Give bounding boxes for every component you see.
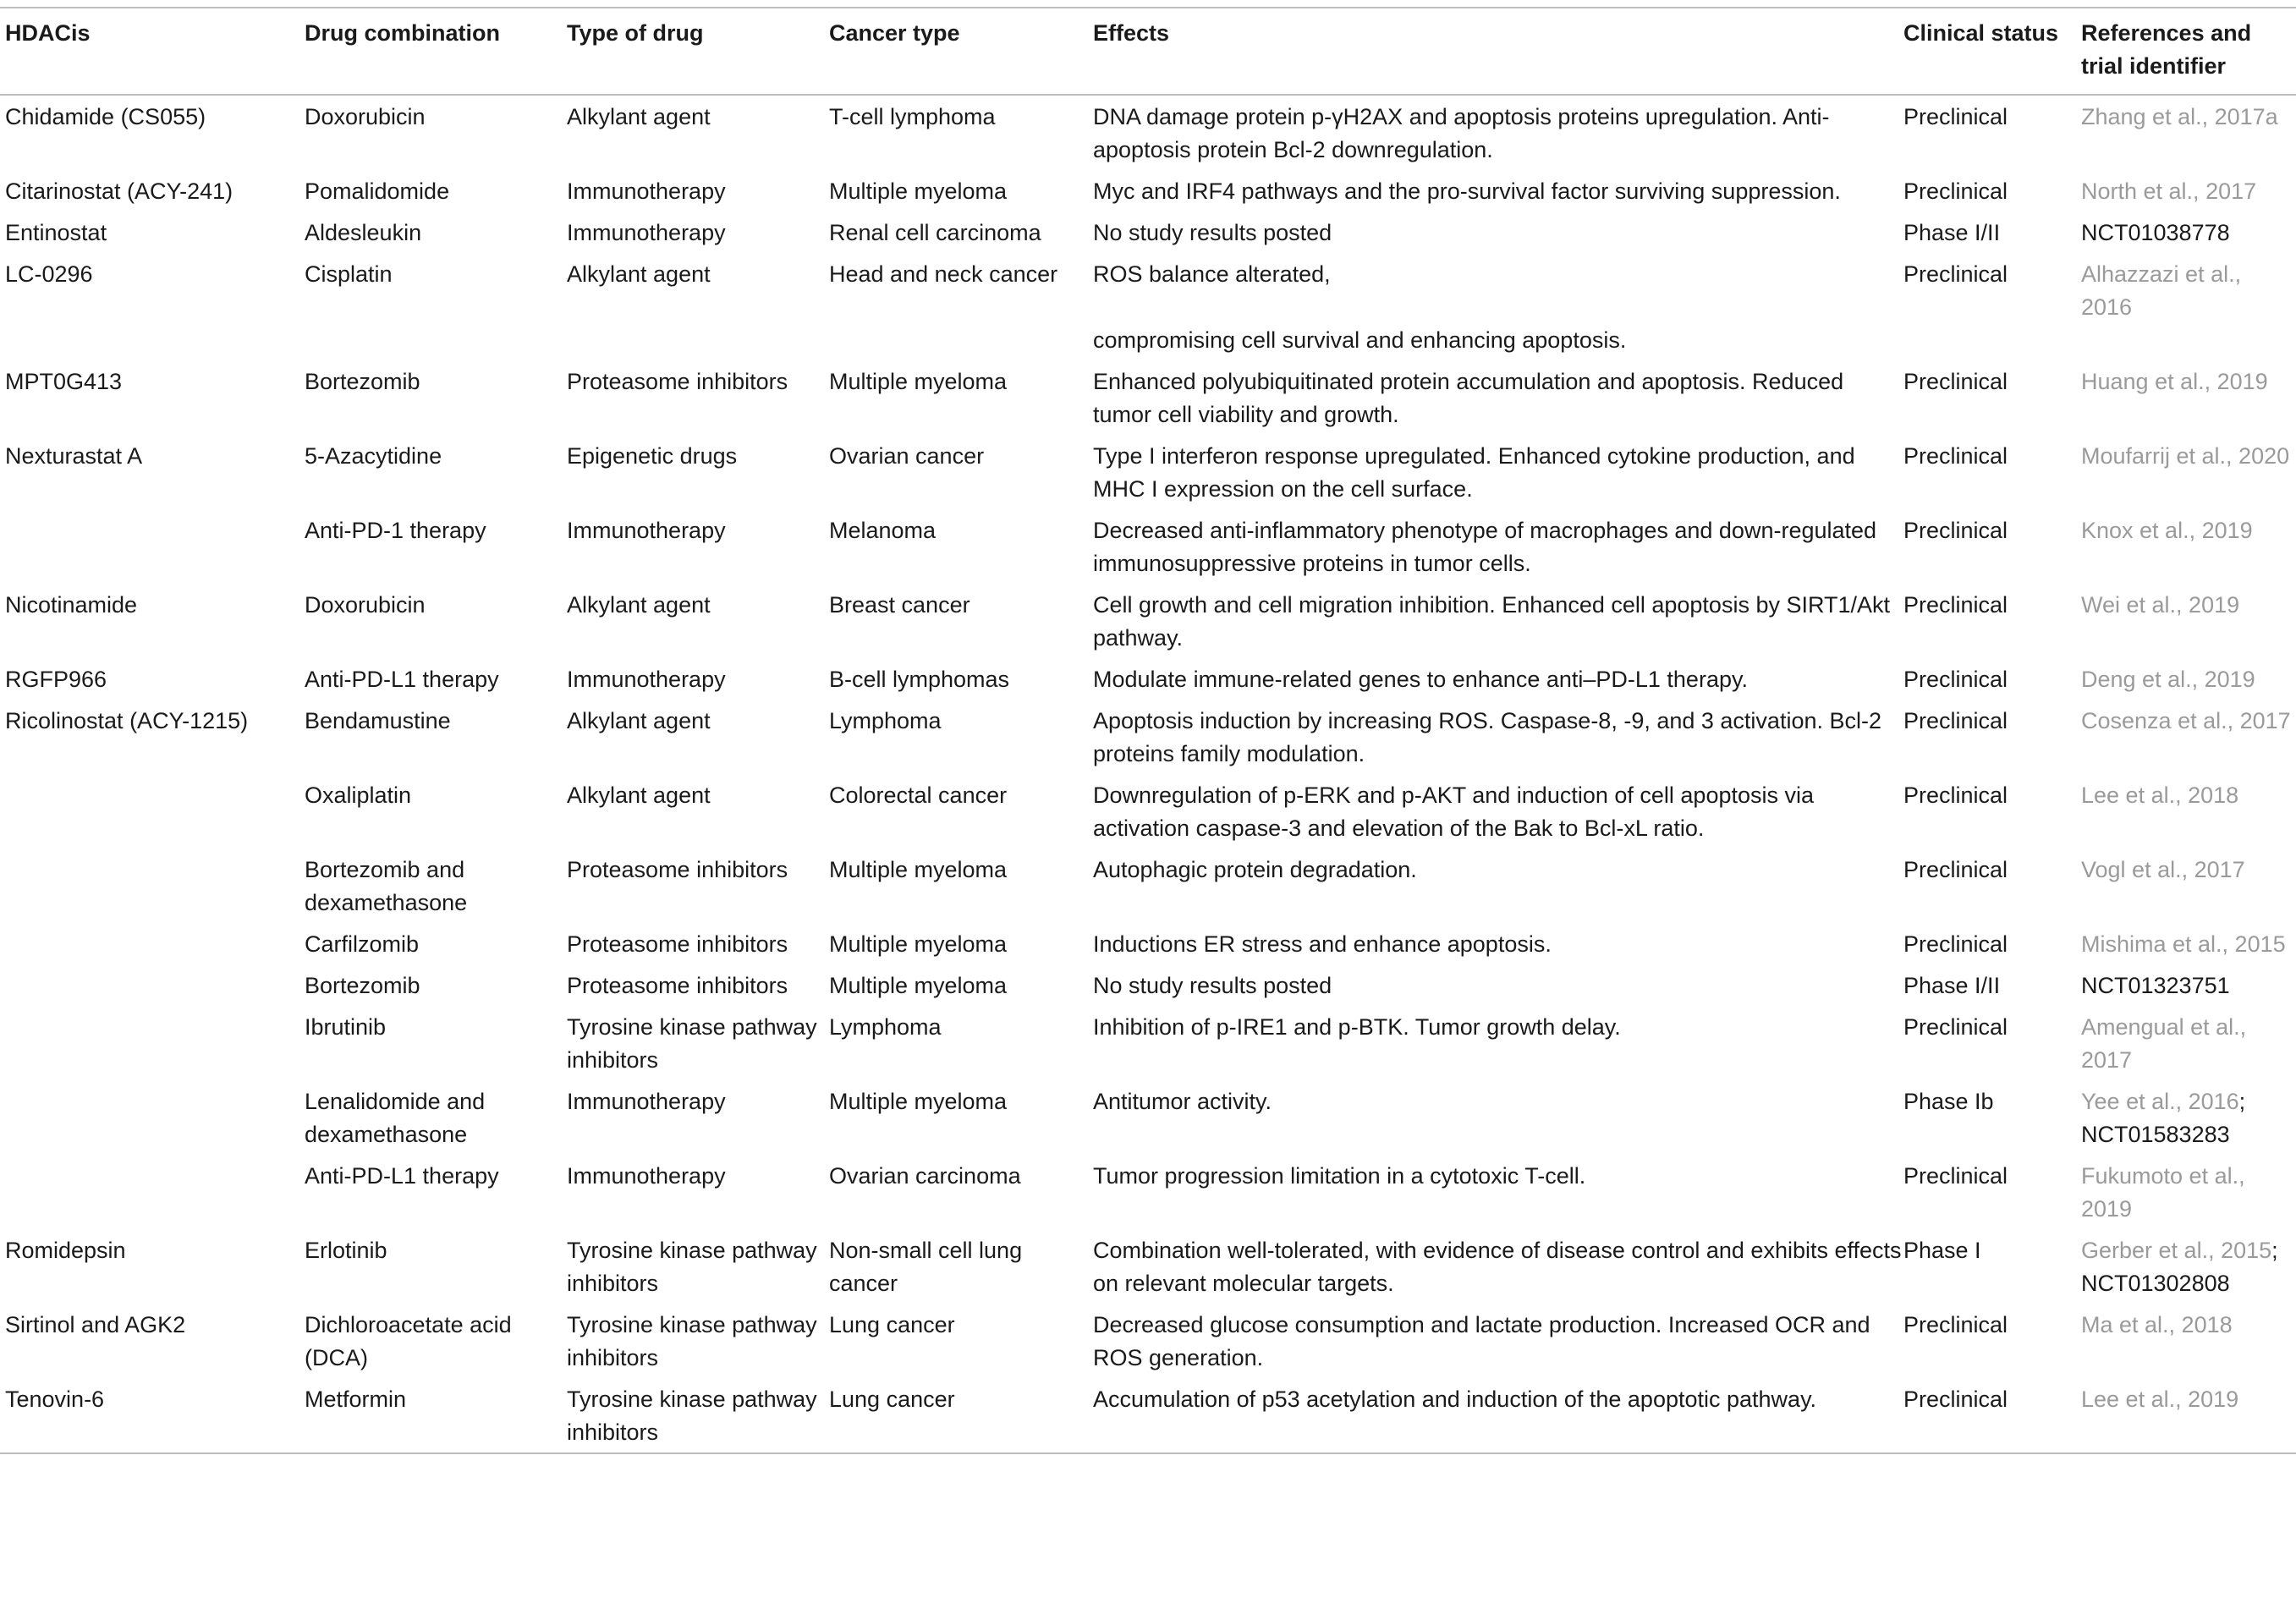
cell-clinical-status: Phase I/II	[1903, 220, 2001, 245]
table-row	[0, 1304, 2296, 1378]
table-row	[0, 253, 2296, 360]
cell-references	[2081, 1080, 2296, 1155]
cell-hdacis: Citarinostat (ACY-241)	[5, 178, 233, 204]
cell-effects	[1093, 435, 1903, 509]
effects-text: No study results posted	[1093, 220, 1332, 245]
cell-hdacis: Sirtinol and AGK2	[5, 1312, 186, 1337]
cell-hdacis: Tenovin-6	[5, 1387, 105, 1412]
cell-type-of-drug: Immunotherapy	[567, 220, 726, 245]
cell-references	[2081, 1155, 2296, 1229]
reference-link[interactable]: Fukumoto et al., 2019	[2081, 1163, 2245, 1222]
cell-cancer-type: Lung cancer	[829, 1387, 955, 1412]
table-row	[0, 1006, 2296, 1080]
cell-type-of-drug: Immunotherapy	[567, 1163, 726, 1189]
effects-text: No study results posted	[1093, 973, 1332, 998]
cell-cancer-type: Melanoma	[829, 518, 937, 543]
cell-drug-combination: Bortezomib	[305, 973, 420, 998]
cell-type-of-drug: Proteasome inhibitors	[567, 857, 788, 882]
cell-clinical-status: Preclinical	[1903, 178, 2008, 204]
cell-references	[2081, 435, 2296, 509]
table-row	[0, 700, 2296, 774]
effects-text: Downregulation of p-ERK and p-AKT and induction of cell apoptosis via activation caspase-3 and elevation of the Bak to Bcl-xL ratio.	[1093, 783, 1815, 841]
header-effects: Effects	[1093, 20, 1170, 46]
cell-type-of-drug: Tyrosine kinase pathway inhibitors	[567, 1014, 817, 1073]
cell-references	[2081, 95, 2296, 170]
cell-clinical-status: Preclinical	[1903, 369, 2008, 394]
table-body	[0, 95, 2296, 1453]
cell-clinical-status: Preclinical	[1903, 931, 2008, 957]
cell-references	[2081, 1006, 2296, 1080]
cell-effects	[1093, 1155, 1903, 1229]
header-references: References and trial identifier	[2081, 20, 2252, 79]
cell-type-of-drug: Tyrosine kinase pathway inhibitors	[567, 1312, 817, 1370]
effects-text: Decreased glucose consumption and lactate production. Increased OCR and ROS generation.	[1093, 1312, 1870, 1370]
cell-drug-combination: Metformin	[305, 1387, 407, 1412]
cell-hdacis	[0, 774, 305, 848]
cell-drug-combination: Cisplatin	[305, 261, 393, 287]
table-row	[0, 509, 2296, 584]
cell-effects	[1093, 848, 1903, 923]
reference-link[interactable]: Gerber et al., 2015	[2081, 1238, 2272, 1263]
cell-drug-combination: Anti-PD-L1 therapy	[305, 667, 499, 692]
cell-hdacis: Entinostat	[5, 220, 107, 245]
cell-drug-combination: Lenalidomide and dexamethasone	[305, 1089, 486, 1147]
table-row	[0, 360, 2296, 435]
table-row	[0, 964, 2296, 1006]
table-row	[0, 170, 2296, 211]
cell-clinical-status: Preclinical	[1903, 1163, 2008, 1189]
cell-hdacis	[0, 509, 305, 584]
cell-cancer-type: Lymphoma	[829, 1014, 942, 1040]
cell-hdacis	[0, 848, 305, 923]
reference-link[interactable]: Yee et al., 2016	[2081, 1089, 2239, 1114]
cell-drug-combination: 5-Azacytidine	[305, 443, 442, 469]
cell-hdacis	[0, 923, 305, 964]
cell-clinical-status: Preclinical	[1903, 1312, 2008, 1337]
cell-effects	[1093, 253, 1903, 360]
effects-text: Type I interferon response upregulated. Enhanced cytokine production, and MHC I expression on the cell surface.	[1093, 443, 1855, 502]
cell-references	[2081, 848, 2296, 923]
table-row	[0, 1378, 2296, 1453]
reference-link[interactable]: Amengual et al., 2017	[2081, 1014, 2247, 1073]
cell-clinical-status: Preclinical	[1903, 443, 2008, 469]
cell-clinical-status: Phase I/II	[1903, 973, 2001, 998]
cell-effects	[1093, 584, 1903, 658]
cell-references	[2081, 923, 2296, 964]
cell-cancer-type: Colorectal cancer	[829, 783, 1008, 808]
cell-clinical-status: Preclinical	[1903, 104, 2008, 129]
effects-text: Apoptosis induction by increasing ROS. Caspase-8, -9, and 3 activation. Bcl-2 proteins family modulation.	[1093, 708, 1881, 766]
cell-cancer-type: Breast cancer	[829, 592, 970, 618]
cell-cancer-type: Ovarian carcinoma	[829, 1163, 1021, 1189]
effects-text: ROS balance alterated,	[1093, 261, 1331, 287]
reference-link[interactable]: Moufarrij et al., 2020	[2081, 443, 2290, 469]
reference-link[interactable]: Cosenza et al., 2017	[2081, 708, 2291, 733]
reference-separator: ;	[2271, 1238, 2278, 1263]
cell-type-of-drug: Tyrosine kinase pathway inhibitors	[567, 1238, 817, 1296]
effects-text: Myc and IRF4 pathways and the pro-survival factor surviving suppression.	[1093, 178, 1841, 204]
reference-link[interactable]: Zhang et al., 2017a	[2081, 104, 2278, 129]
cell-effects	[1093, 658, 1903, 700]
cell-cancer-type: T-cell lymphoma	[829, 104, 996, 129]
table-row	[0, 658, 2296, 700]
cell-hdacis: Ricolinostat (ACY-1215)	[5, 708, 249, 733]
cell-drug-combination: Carfilzomib	[305, 931, 420, 957]
cell-clinical-status: Preclinical	[1903, 592, 2008, 618]
effects-text: Antitumor activity.	[1093, 1089, 1272, 1114]
cell-cancer-type: B-cell lymphomas	[829, 667, 1010, 692]
cell-drug-combination: Anti-PD-1 therapy	[305, 518, 486, 543]
cell-drug-combination: Dichloroacetate acid (DCA)	[305, 1312, 512, 1370]
reference-link[interactable]: Wei et al., 2019	[2081, 592, 2240, 618]
cell-cancer-type: Multiple myeloma	[829, 178, 1008, 204]
effects-text: Accumulation of p53 acetylation and induction of the apoptotic pathway.	[1093, 1387, 1817, 1412]
cell-references	[2081, 774, 2296, 848]
cell-hdacis	[0, 1080, 305, 1155]
cell-references	[2081, 509, 2296, 584]
reference-link[interactable]: Vogl et al., 2017	[2081, 857, 2245, 882]
cell-cancer-type: Multiple myeloma	[829, 857, 1008, 882]
cell-effects	[1093, 700, 1903, 774]
cell-drug-combination: Oxaliplatin	[305, 783, 412, 808]
cell-type-of-drug: Alkylant agent	[567, 783, 711, 808]
cell-drug-combination: Ibrutinib	[305, 1014, 387, 1040]
cell-type-of-drug: Immunotherapy	[567, 667, 726, 692]
cell-effects	[1093, 964, 1903, 1006]
table-row	[0, 1155, 2296, 1229]
cell-clinical-status: Preclinical	[1903, 1387, 2008, 1412]
effects-text: DNA damage protein p-γH2AX and apoptosis proteins upregulation. Anti-apoptosis protein Bcl-2 downregulation.	[1093, 104, 1830, 162]
cell-hdacis: LC-0296	[5, 261, 93, 287]
cell-clinical-status: Preclinical	[1903, 1014, 2008, 1040]
cell-hdacis: RGFP966	[5, 667, 107, 692]
cell-hdacis: Nexturastat A	[5, 443, 143, 469]
hdac-combination-table	[0, 7, 2296, 1454]
cell-type-of-drug: Alkylant agent	[567, 708, 711, 733]
cell-clinical-status: Preclinical	[1903, 667, 2008, 692]
cell-effects	[1093, 211, 1903, 253]
header-drug-combination: Drug combination	[305, 20, 500, 46]
reference-link[interactable]: Knox et al., 2019	[2081, 518, 2253, 543]
cell-effects	[1093, 1229, 1903, 1304]
cell-clinical-status: Phase Ib	[1903, 1089, 1994, 1114]
header-cancer-type: Cancer type	[829, 20, 960, 46]
reference-link[interactable]: Alhazzazi et al., 2016	[2081, 261, 2242, 320]
cell-drug-combination: Erlotinib	[305, 1238, 387, 1263]
cell-drug-combination: Anti-PD-L1 therapy	[305, 1163, 499, 1189]
cell-cancer-type: Lung cancer	[829, 1312, 955, 1337]
cell-type-of-drug: Tyrosine kinase pathway inhibitors	[567, 1387, 817, 1445]
cell-references	[2081, 1229, 2296, 1304]
cell-drug-combination: Doxorubicin	[305, 592, 426, 618]
cell-hdacis	[0, 1155, 305, 1229]
cell-effects	[1093, 509, 1903, 584]
cell-drug-combination: Bortezomib	[305, 369, 420, 394]
cell-references	[2081, 1378, 2296, 1453]
cell-type-of-drug: Immunotherapy	[567, 178, 726, 204]
trial-identifier: NCT01302808	[2081, 1271, 2230, 1296]
cell-cancer-type: Multiple myeloma	[829, 1089, 1008, 1114]
cell-hdacis: MPT0G413	[5, 369, 123, 394]
cell-type-of-drug: Proteasome inhibitors	[567, 369, 788, 394]
effects-text: Combination well-tolerated, with evidence of disease control and exhibits effects on relevant molecular targets.	[1093, 1238, 1902, 1296]
cell-clinical-status: Preclinical	[1903, 857, 2008, 882]
table-row	[0, 848, 2296, 923]
cell-cancer-type: Non-small cell lung cancer	[829, 1238, 1023, 1296]
table-row	[0, 774, 2296, 848]
reference-link[interactable]: Lee et al., 2018	[2081, 783, 2239, 808]
cell-type-of-drug: Proteasome inhibitors	[567, 973, 788, 998]
table-row	[0, 435, 2296, 509]
cell-type-of-drug: Proteasome inhibitors	[567, 931, 788, 957]
header-hdacis: HDACis	[5, 20, 91, 46]
cell-references	[2081, 253, 2296, 360]
trial-identifier: NCT01583283	[2081, 1122, 2230, 1147]
cell-type-of-drug: Alkylant agent	[567, 592, 711, 618]
cell-references	[2081, 211, 2296, 253]
cell-effects	[1093, 170, 1903, 211]
header-type-of-drug: Type of drug	[567, 20, 704, 46]
cell-cancer-type: Head and neck cancer	[829, 261, 1058, 287]
cell-drug-combination: Doxorubicin	[305, 104, 426, 129]
cell-type-of-drug: Alkylant agent	[567, 104, 711, 129]
effects-text: Modulate immune-related genes to enhance anti–PD-L1 therapy.	[1093, 667, 1748, 692]
table-row	[0, 923, 2296, 964]
header-row	[0, 8, 2296, 95]
trial-identifier: NCT01323751	[2081, 973, 2230, 998]
cell-references	[2081, 170, 2296, 211]
effects-text: Tumor progression limitation in a cytotoxic T-cell.	[1093, 1163, 1586, 1189]
cell-cancer-type: Multiple myeloma	[829, 931, 1008, 957]
effects-text-continued: compromising cell survival and enhancing apoptosis.	[1093, 327, 1627, 353]
cell-drug-combination: Bortezomib and dexamethasone	[305, 857, 468, 915]
cell-references	[2081, 964, 2296, 1006]
cell-drug-combination: Pomalidomide	[305, 178, 450, 204]
cell-hdacis: Romidepsin	[5, 1238, 126, 1263]
effects-text: Cell growth and cell migration inhibition. Enhanced cell apoptosis by SIRT1/Akt pathway.	[1093, 592, 1891, 651]
cell-effects	[1093, 1378, 1903, 1453]
effects-text: Inductions ER stress and enhance apoptosis.	[1093, 931, 1552, 957]
cell-references	[2081, 658, 2296, 700]
cell-type-of-drug: Epigenetic drugs	[567, 443, 738, 469]
cell-references	[2081, 700, 2296, 774]
effects-text: Autophagic protein degradation.	[1093, 857, 1417, 882]
reference-link[interactable]: Ma et al., 2018	[2081, 1312, 2233, 1337]
cell-hdacis	[0, 964, 305, 1006]
cell-hdacis: Chidamide (CS055)	[5, 104, 206, 129]
header-clinical-status: Clinical status	[1903, 20, 2059, 46]
effects-text: Inhibition of p-IRE1 and p-BTK. Tumor growth delay.	[1093, 1014, 1621, 1040]
cell-drug-combination: Bendamustine	[305, 708, 451, 733]
table-row	[0, 95, 2296, 170]
table-row	[0, 211, 2296, 253]
table-header	[0, 8, 2296, 95]
cell-cancer-type: Renal cell carcinoma	[829, 220, 1041, 245]
cell-type-of-drug: Immunotherapy	[567, 1089, 726, 1114]
cell-clinical-status: Preclinical	[1903, 518, 2008, 543]
cell-hdacis: Nicotinamide	[5, 592, 138, 618]
table-row	[0, 1080, 2296, 1155]
reference-separator: ;	[2238, 1089, 2246, 1114]
cell-type-of-drug: Alkylant agent	[567, 261, 711, 287]
effects-text: Enhanced polyubiquitinated protein accumulation and apoptosis. Reduced tumor cell viability and growth.	[1093, 369, 1844, 427]
reference-link[interactable]: Deng et al., 2019	[2081, 667, 2255, 692]
cell-clinical-status: Preclinical	[1903, 261, 2008, 287]
cell-effects	[1093, 923, 1903, 964]
cell-references	[2081, 360, 2296, 435]
cell-references	[2081, 1304, 2296, 1378]
cell-clinical-status: Preclinical	[1903, 783, 2008, 808]
reference-link[interactable]: Mishima et al., 2015	[2081, 931, 2286, 957]
cell-effects	[1093, 1080, 1903, 1155]
trial-identifier: NCT01038778	[2081, 220, 2230, 245]
cell-effects	[1093, 360, 1903, 435]
reference-link[interactable]: Huang et al., 2019	[2081, 369, 2268, 394]
cell-cancer-type: Multiple myeloma	[829, 369, 1008, 394]
effects-gap	[1093, 291, 1903, 324]
cell-effects	[1093, 95, 1903, 170]
cell-clinical-status: Preclinical	[1903, 708, 2008, 733]
cell-cancer-type: Lymphoma	[829, 708, 942, 733]
cell-effects	[1093, 1006, 1903, 1080]
table-row	[0, 1229, 2296, 1304]
cell-drug-combination: Aldesleukin	[305, 220, 422, 245]
cell-type-of-drug: Immunotherapy	[567, 518, 726, 543]
cell-effects	[1093, 774, 1903, 848]
reference-link[interactable]: Lee et al., 2019	[2081, 1387, 2239, 1412]
cell-references	[2081, 584, 2296, 658]
cell-effects	[1093, 1304, 1903, 1378]
cell-cancer-type: Multiple myeloma	[829, 973, 1008, 998]
cell-cancer-type: Ovarian cancer	[829, 443, 985, 469]
reference-link[interactable]: North et al., 2017	[2081, 178, 2257, 204]
table-row	[0, 584, 2296, 658]
cell-clinical-status: Phase I	[1903, 1238, 1981, 1263]
effects-text: Decreased anti-inflammatory phenotype of macrophages and down-regulated immunosuppressive proteins in tumor cells.	[1093, 518, 1877, 576]
cell-hdacis	[0, 1006, 305, 1080]
